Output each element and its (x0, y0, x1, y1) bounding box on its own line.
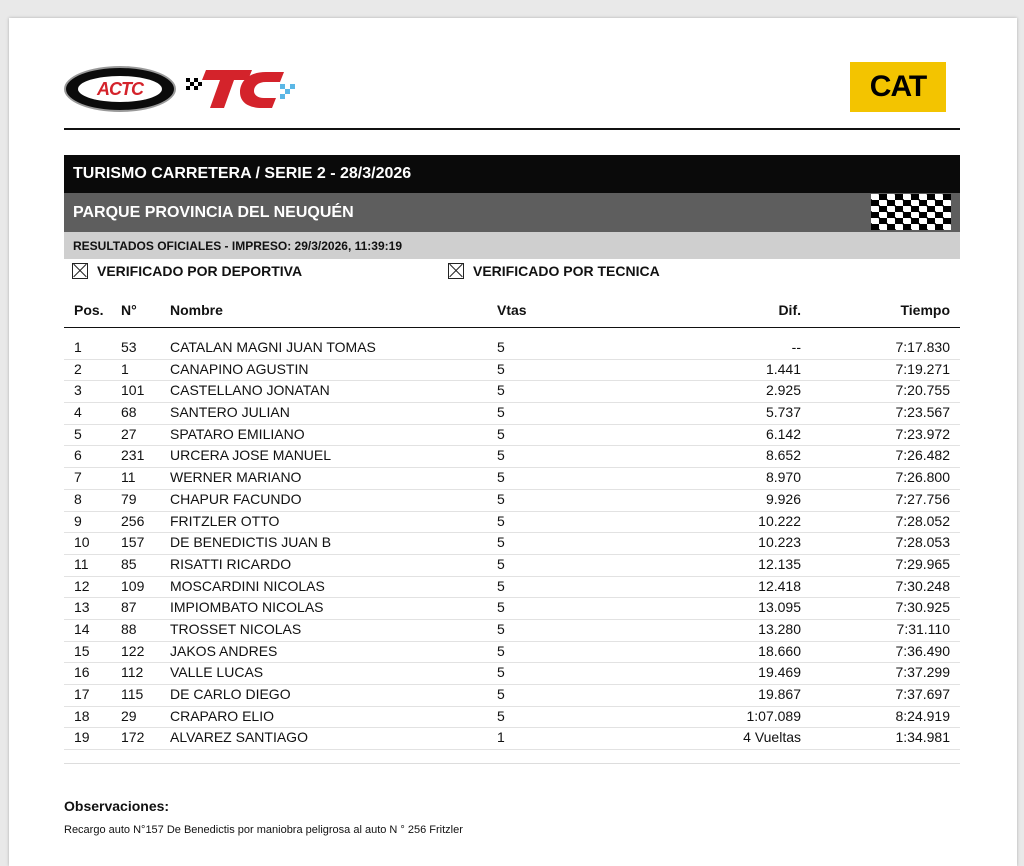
table-row (64, 620, 960, 642)
cell-pos: 3 (74, 382, 82, 399)
verified-tech-label: VERIFICADO POR TECNICA (473, 263, 660, 279)
cell-laps: 5 (497, 664, 505, 681)
cell-num: 256 (121, 512, 145, 529)
cell-name: ALVAREZ SANTIAGO (170, 729, 308, 746)
cell-time: 7:20.755 (895, 382, 950, 399)
cell-laps: 5 (497, 512, 505, 529)
cell-name: SANTERO JULIAN (170, 404, 290, 421)
cell-diff: 13.280 (758, 620, 801, 637)
cell-laps: 5 (497, 577, 505, 594)
cell-name: CHAPUR FACUNDO (170, 490, 302, 507)
header-rule (64, 128, 960, 130)
col-pos: Pos. (74, 302, 104, 318)
cell-pos: 18 (74, 707, 90, 724)
table-row (64, 468, 960, 490)
table-row (64, 403, 960, 425)
cell-time: 7:26.482 (895, 447, 950, 464)
table-row (64, 707, 960, 729)
cell-time: 1:34.981 (895, 729, 950, 746)
col-diff: Dif. (778, 302, 801, 318)
race-title-band (64, 155, 960, 193)
cell-name: WERNER MARIANO (170, 469, 302, 486)
cell-num: 27 (121, 425, 137, 442)
cell-time: 7:29.965 (895, 555, 950, 572)
cell-diff: 2.925 (765, 382, 801, 399)
cell-pos: 19 (74, 729, 90, 746)
cell-laps: 5 (497, 620, 505, 637)
cell-time: 7:23.567 (895, 404, 950, 421)
printed-band (64, 232, 960, 259)
cell-num: 1 (121, 360, 129, 377)
cell-time: 7:17.830 (895, 339, 950, 355)
cell-pos: 12 (74, 577, 90, 594)
cell-diff: -- (791, 339, 801, 355)
cell-time: 8:24.919 (895, 707, 950, 724)
cell-diff: 5.737 (765, 404, 801, 421)
cell-name: DE CARLO DIEGO (170, 686, 291, 702)
table-row (64, 490, 960, 512)
cell-laps: 5 (497, 360, 505, 377)
cell-name: SPATARO EMILIANO (170, 425, 305, 442)
checked-box-icon (448, 263, 464, 279)
table-row (64, 598, 960, 620)
table-row (64, 446, 960, 468)
cell-diff: 10.223 (758, 534, 801, 551)
cell-num: 79 (121, 490, 137, 507)
cell-pos: 9 (74, 512, 82, 529)
observations-text: Recargo auto N°157 De Benedictis por maniobra peligrosa al auto N ° 256 Fritzler (64, 824, 463, 836)
cell-time: 7:19.271 (895, 360, 950, 377)
cell-diff: 9.926 (765, 490, 801, 507)
cell-name: MOSCARDINI NICOLAS (170, 577, 325, 594)
verified-sport-label: VERIFICADO POR DEPORTIVA (97, 263, 303, 279)
col-time: Tiempo (900, 302, 950, 318)
table-row (64, 685, 960, 707)
cell-pos: 15 (74, 642, 90, 659)
table-end-rule (64, 763, 960, 764)
cell-name: TROSSET NICOLAS (170, 620, 302, 637)
cell-time: 7:37.299 (895, 664, 950, 681)
cell-name: JAKOS ANDRES (170, 642, 278, 659)
observations-title: Observaciones: (64, 798, 170, 814)
cell-time: 7:31.110 (896, 620, 950, 637)
cell-diff: 8.970 (765, 469, 801, 486)
cat-logo (850, 62, 946, 112)
table-header-rule (64, 327, 960, 328)
cell-num: 109 (121, 577, 145, 594)
cell-diff: 19.469 (758, 664, 801, 681)
col-num: N° (121, 302, 137, 318)
cat-logo-text: CAT (869, 70, 927, 103)
cell-pos: 2 (74, 360, 82, 377)
cell-num: 68 (121, 404, 137, 421)
checked-box-icon (72, 263, 88, 279)
cell-num: 157 (121, 534, 145, 551)
cell-num: 122 (121, 642, 145, 659)
cell-diff: 18.660 (758, 642, 801, 659)
cell-laps: 1 (497, 729, 505, 746)
cell-pos: 13 (74, 599, 90, 616)
cell-diff: 12.135 (758, 555, 801, 572)
cell-num: 11 (121, 469, 136, 486)
cell-time: 7:30.925 (895, 599, 950, 616)
table-row (64, 360, 960, 382)
cell-laps: 5 (497, 686, 505, 702)
tc-logo (184, 62, 296, 114)
cell-diff: 19.867 (758, 686, 801, 702)
cell-laps: 5 (497, 425, 505, 442)
cell-diff: 6.142 (765, 425, 801, 442)
cell-time: 7:36.490 (895, 642, 950, 659)
cell-pos: 11 (74, 555, 89, 572)
cell-pos: 8 (74, 490, 82, 507)
cell-time: 7:30.248 (895, 577, 950, 594)
printed-info: RESULTADOS OFICIALES - IMPRESO: 29/3/2026, 11:39:19 (73, 238, 402, 253)
cell-pos: 1 (74, 339, 82, 355)
cell-time: 7:28.053 (895, 534, 950, 551)
cell-diff: 4 Vueltas (743, 729, 801, 746)
cell-num: 88 (121, 620, 137, 637)
verified-sport (72, 263, 302, 279)
cell-laps: 5 (497, 447, 505, 464)
table-row (64, 728, 960, 750)
col-laps: Vtas (497, 302, 527, 318)
cell-name: CANAPINO AGUSTIN (170, 360, 309, 377)
cell-name: RISATTI RICARDO (170, 555, 292, 572)
results-table-body (64, 338, 960, 750)
cell-pos: 16 (74, 664, 90, 681)
table-row (64, 425, 960, 447)
race-title: TURISMO CARRETERA / SERIE 2 - 28/3/2026 (73, 165, 412, 182)
cell-diff: 1:07.089 (746, 707, 801, 724)
cell-name: CRAPARO ELIO (170, 707, 274, 724)
cell-num: 87 (121, 599, 137, 616)
cell-pos: 5 (74, 425, 82, 442)
cell-laps: 5 (497, 642, 505, 659)
cell-time: 7:37.697 (895, 686, 950, 702)
table-row (64, 381, 960, 403)
checkered-flag-icon (871, 194, 951, 230)
cell-diff: 12.418 (758, 577, 801, 594)
cell-num: 231 (121, 447, 145, 464)
cell-laps: 5 (497, 599, 505, 616)
cell-laps: 5 (497, 469, 505, 486)
cell-laps: 5 (497, 555, 505, 572)
cell-num: 101 (121, 382, 145, 399)
cell-num: 112 (121, 664, 144, 681)
cell-name: IMPIOMBATO NICOLAS (170, 599, 324, 616)
cell-time: 7:26.800 (895, 469, 950, 486)
cell-pos: 4 (74, 404, 82, 421)
cell-num: 53 (121, 339, 137, 355)
cell-time: 7:27.756 (895, 490, 950, 507)
table-row (64, 555, 960, 577)
table-header (64, 302, 960, 326)
cell-name: CASTELLANO JONATAN (170, 382, 330, 399)
cell-pos: 7 (74, 469, 82, 486)
table-row (64, 533, 960, 555)
cell-name: DE BENEDICTIS JUAN B (170, 534, 332, 551)
col-name: Nombre (170, 302, 223, 318)
table-row (64, 642, 960, 664)
cell-laps: 5 (497, 382, 505, 399)
cell-pos: 6 (74, 447, 82, 464)
actc-logo (64, 66, 176, 112)
cell-num: 172 (121, 729, 145, 746)
table-row (64, 577, 960, 599)
cell-time: 7:23.972 (895, 425, 950, 442)
cell-laps: 5 (497, 490, 505, 507)
cell-laps: 5 (497, 534, 505, 551)
actc-logo-text: ACTC (78, 76, 162, 102)
cell-name: CATALAN MAGNI JUAN TOMAS (170, 339, 376, 355)
venue-band (64, 193, 960, 232)
cell-laps: 5 (497, 404, 505, 421)
venue-name: PARQUE PROVINCIA DEL NEUQUÉN (73, 203, 354, 221)
table-row (64, 663, 960, 685)
cell-diff: 8.652 (765, 447, 801, 464)
cell-diff: 13.095 (758, 599, 801, 616)
cell-laps: 5 (497, 707, 505, 724)
cell-num: 115 (121, 686, 144, 702)
cell-num: 85 (121, 555, 137, 572)
cell-pos: 14 (74, 620, 90, 637)
cell-name: URCERA JOSE MANUEL (170, 447, 332, 464)
cell-diff: 10.222 (758, 512, 801, 529)
cell-time: 7:28.052 (895, 512, 950, 529)
verified-tech (448, 263, 660, 279)
cell-name: VALLE LUCAS (170, 664, 264, 681)
cell-diff: 1.441 (765, 360, 801, 377)
table-row (64, 512, 960, 534)
cell-pos: 17 (74, 686, 90, 702)
table-row (64, 338, 960, 360)
cell-pos: 10 (74, 534, 90, 551)
cell-laps: 5 (497, 339, 505, 355)
cell-num: 29 (121, 707, 137, 724)
cell-name: FRITZLER OTTO (170, 512, 280, 529)
